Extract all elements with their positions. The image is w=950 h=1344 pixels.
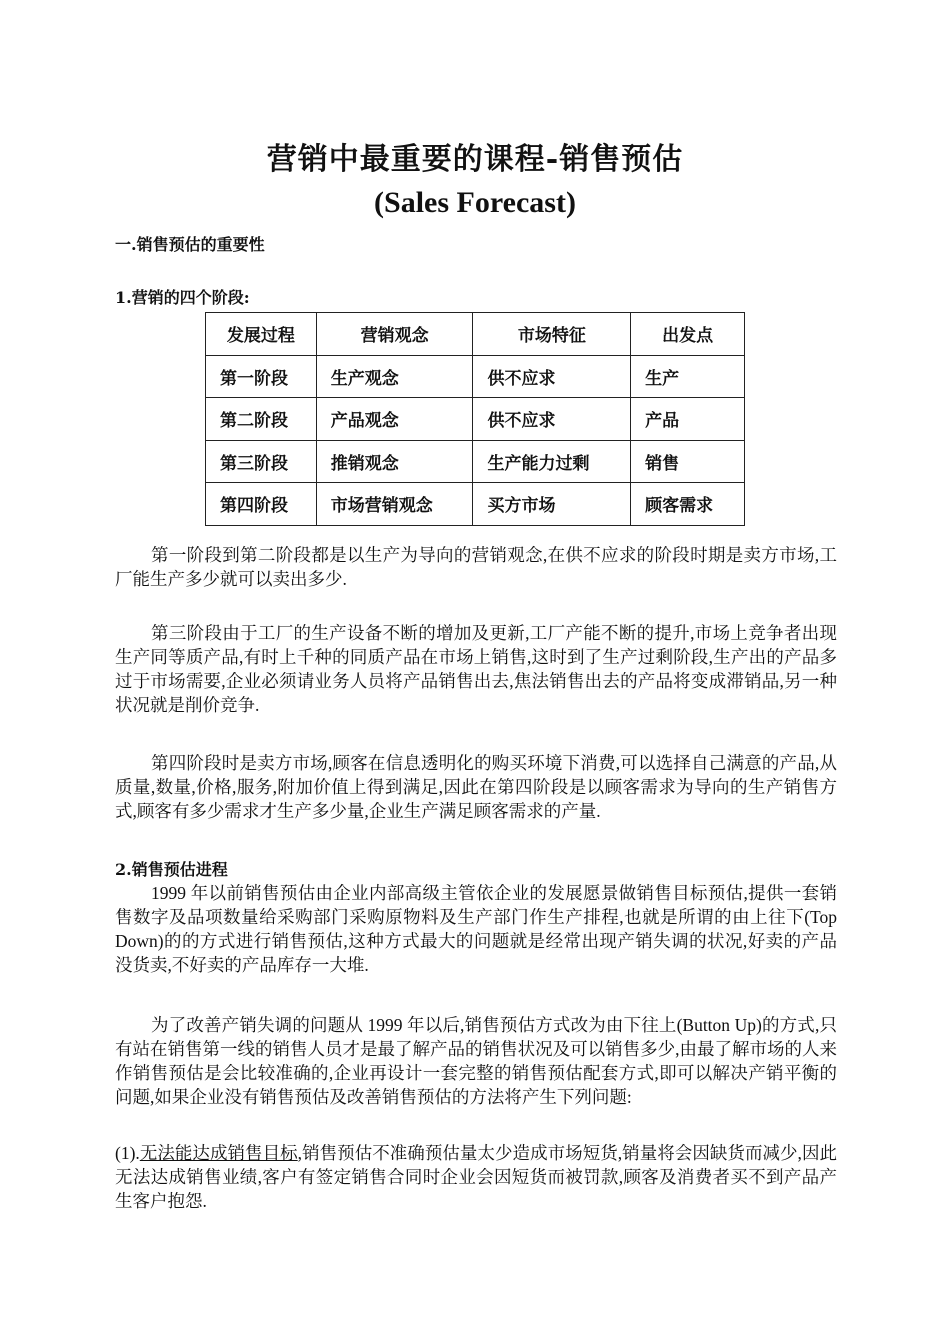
paragraph-stage-3: 第三阶段由于工厂的生产设备不断的增加及更新,工厂产能不断的提升,市场上竞争者出现生产同等质产品,有时上千种的同质产品在市场上销售,这时到了生产过剩阶段,生产出的产品多过于市场需要,企业必须请业务人员将产品销售出去,焦法销售出去的产品将变成滞销品,另一种状况就是削价竞争. <box>115 623 837 715</box>
table-cell: 第四阶段 <box>206 483 317 526</box>
table-row <box>206 440 745 483</box>
table-cell: 第一阶段 <box>206 355 317 398</box>
table-row <box>206 483 745 526</box>
list-item-text: ,销售预估不准确预估量太少造成市场短货,销量将会因缺货而减少,因此无法达成销售业绩,客户有签定销售合同时企业会因短货而被罚款,顾客及消费者买不到产品产生客户抱怨. <box>115 1143 838 1211</box>
table-cell: 推销观念 <box>316 440 473 483</box>
table-cell: 产品 <box>631 398 745 441</box>
paragraph-stage-1-2: 第一阶段到第二阶段都是以生产为导向的营销观念,在供不应求的阶段时期是卖方市场,工厂能生产多少就可以卖出多少. <box>115 545 837 589</box>
paragraph-bottom-up: 为了改善产销失调的问题从 1999 年以后,销售预估方式改为由下往上(Button Up)的方式,只有站在销售第一线的销售人员才是最了解产品的销售状况及可以销售多少,由最了解市场的人来作销售预估是会比较准确的,企业再设计一套完整的销售预估配套方式,即可以解决产销平衡的问题,如果企业没有销售预估及改善销售预估的方法将产生下列问题: <box>115 1015 837 1107</box>
underlined-phrase: 无法能达成销售目标 <box>139 1143 298 1163</box>
table-cell: 生产 <box>631 355 745 398</box>
table-cell: 销售 <box>631 440 745 483</box>
list-item-1 <box>115 1141 837 1213</box>
table-cell: 生产观念 <box>316 355 473 398</box>
table-cell: 顾客需求 <box>631 483 745 526</box>
table-cell: 供不应求 <box>473 355 631 398</box>
subsection1-heading: 1.营销的四个阶段: <box>115 288 250 307</box>
table-header-cell: 市场特征 <box>473 313 631 356</box>
table-header-cell: 营销观念 <box>316 313 473 356</box>
table-cell: 买方市场 <box>473 483 631 526</box>
table-cell: 第三阶段 <box>206 440 317 483</box>
table-cell: 生产能力过剩 <box>473 440 631 483</box>
table-cell: 供不应求 <box>473 398 631 441</box>
title-english: (Sales Forecast) <box>374 186 576 219</box>
table-cell: 产品观念 <box>316 398 473 441</box>
section1-heading: 一.销售预估的重要性 <box>115 235 265 254</box>
paragraph-top-down: 1999 年以前销售预估由企业内部高级主管依企业的发展愿景做销售目标预估,提供一套销售数字及品项数量给采购部门采购原物料及生产部门作生产排程,也就是所谓的由上往下(Top Down)的的方式进行销售预估,这种方式最大的问题就是经常出现产销失调的状况,好卖的产品没货卖,不好卖的产品库存一大堆. <box>115 883 837 975</box>
title-chinese: 营销中最重要的课程-销售预估 <box>266 142 684 177</box>
table-row <box>206 398 745 441</box>
marketing-stages-table <box>205 312 745 526</box>
table-row <box>206 355 745 398</box>
paragraph-stage-4: 第四阶段时是卖方市场,顾客在信息透明化的购买环境下消费,可以选择自己满意的产品,从质量,数量,价格,服务,附加价值上得到满足,因此在第四阶段是以顾客需求为导向的生产销售方式,顾客有多少需求才生产多少量,企业生产满足顾客需求的产量. <box>115 753 837 821</box>
list-item-prefix: (1). <box>115 1143 140 1163</box>
table-header-cell: 发展过程 <box>206 313 317 356</box>
subsection2-heading: 2.销售预估进程 <box>115 860 228 879</box>
table-header-cell: 出发点 <box>631 313 745 356</box>
table-cell: 市场营销观念 <box>316 483 473 526</box>
table-header-row <box>206 313 745 356</box>
table-cell: 第二阶段 <box>206 398 317 441</box>
